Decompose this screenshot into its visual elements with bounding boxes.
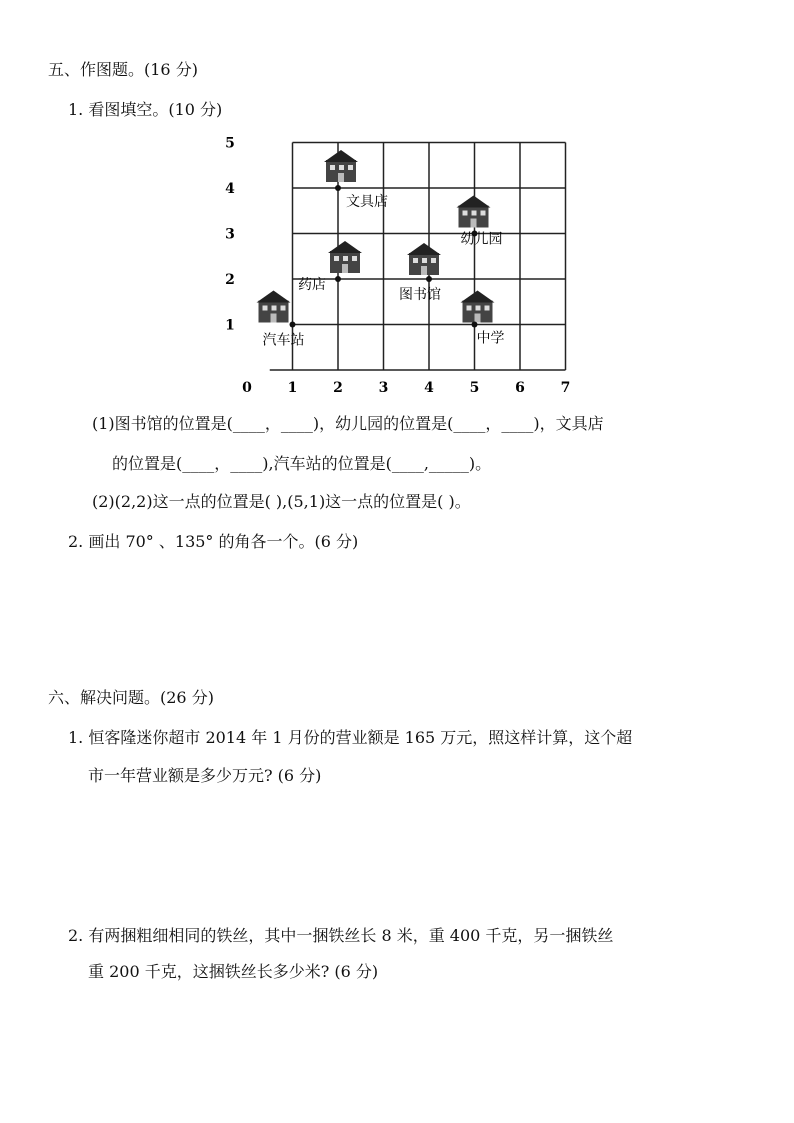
x-tick-label: 3 [378, 380, 389, 396]
coordinate-grid [224, 134, 584, 400]
q1-part1-line2: 的位置是(____，____),汽车站的位置是(____,_____)。 [112, 454, 492, 473]
x-tick-label: 2 [333, 380, 343, 396]
point-marker [335, 276, 341, 282]
building-icon [328, 241, 362, 273]
x-tick-label: 1 [287, 380, 298, 396]
y-tick-label: 4 [225, 181, 235, 197]
section6-heading: 六、解决问题。(26 分) [48, 688, 214, 707]
s6-q2-line2: 重 200 千克，这捆铁丝长多少米? (6 分) [88, 962, 379, 981]
point-label: 汽车站 [262, 332, 305, 349]
library-icon [407, 243, 441, 275]
point-label: 图书馆 [399, 287, 441, 303]
s6-q2-line1: 2. 有两捆粗细相同的铁丝，其中一捆铁丝长 8 米，重 400 千克，另一捆铁丝 [68, 926, 614, 945]
point-marker [426, 276, 432, 282]
house-icon [457, 196, 491, 228]
y-tick-label: 5 [225, 135, 235, 152]
section5-heading: 五、作图题。(16 分) [48, 60, 198, 79]
shop-icon [324, 150, 358, 182]
point-marker [290, 322, 296, 328]
y-tick-label: 1 [225, 317, 235, 334]
q1-part2: (2)(2,2)这一点的位置是( ),(5,1)这一点的位置是( )。 [92, 492, 471, 511]
point-label: 中学 [476, 330, 505, 347]
s6-q1-line1: 1. 恒客隆迷你超市 2014 年 1 月份的营业额是 165 万元，照这样计算，这个超 [68, 728, 633, 747]
point-marker [335, 185, 341, 191]
q1-part1-line1: (1)图书馆的位置是(____，____)，幼儿园的位置是(____，____)，文具店 [92, 414, 604, 433]
q1-title: 1. 看图填空。(10 分) [68, 100, 223, 119]
point-marker [472, 322, 478, 328]
point-label: 幼儿园 [460, 231, 503, 248]
point-label: 药店 [298, 277, 326, 293]
bus-icon [257, 291, 291, 323]
x-tick-label: 4 [424, 380, 434, 396]
q2: 2. 画出 70° 、135° 的角各一个。(6 分) [68, 532, 359, 551]
x-tick-label: 6 [515, 380, 525, 396]
y-tick-label: 2 [225, 272, 235, 288]
y-tick-label: 3 [225, 226, 235, 243]
x-tick-label: 5 [469, 380, 480, 396]
x-tick-label: 0 [242, 380, 252, 396]
s6-q1-line2: 市一年营业额是多少万元? (6 分) [88, 766, 322, 785]
grid-svg [224, 134, 584, 400]
school-icon [461, 291, 495, 323]
point-label: 文具店 [346, 194, 388, 210]
x-tick-label: 7 [560, 380, 571, 396]
